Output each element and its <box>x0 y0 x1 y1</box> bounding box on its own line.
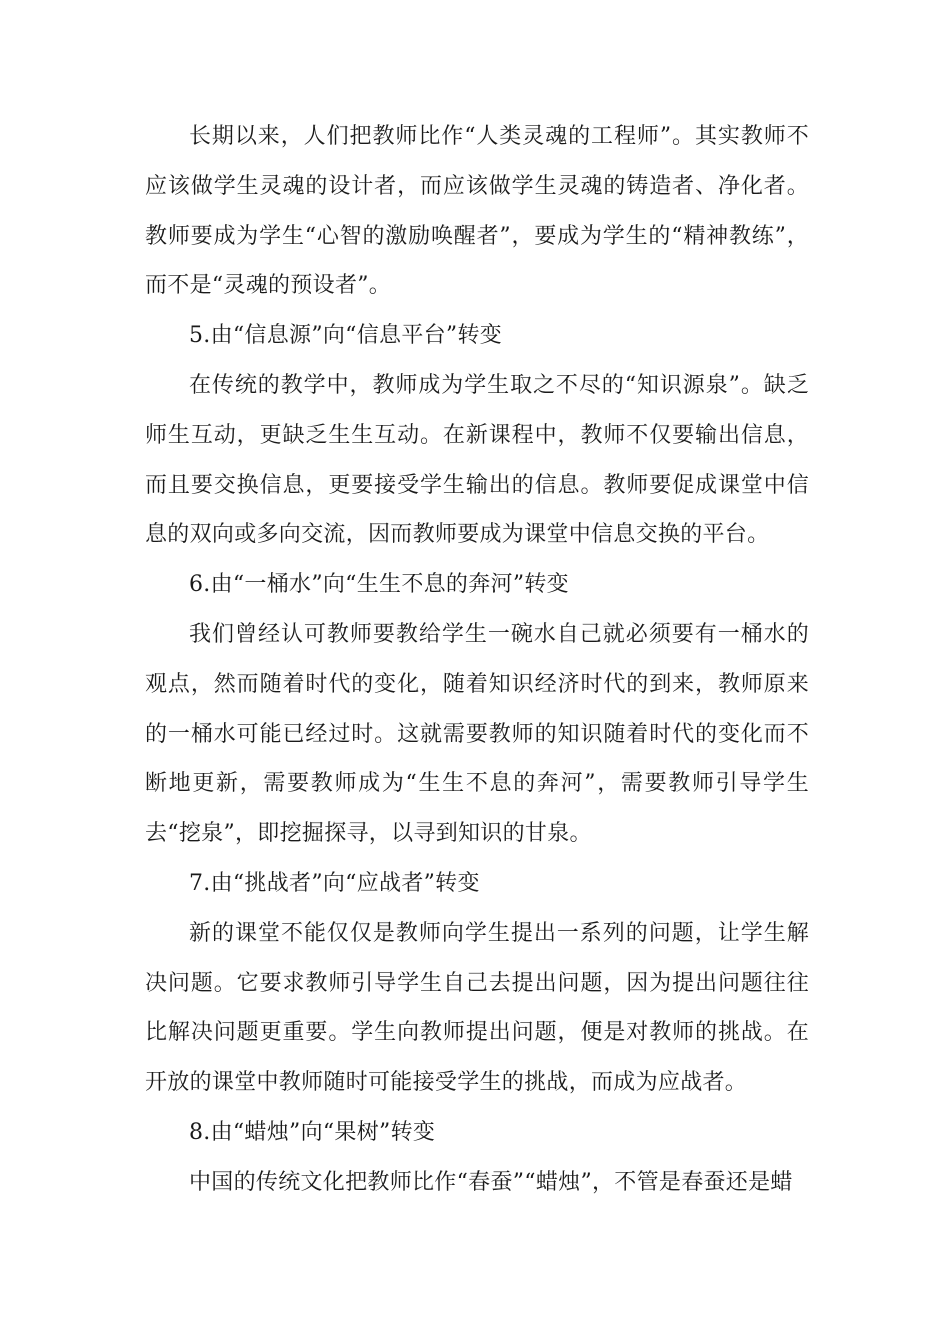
section-heading-6: 6.由“一桶水”向“生生不息的奔河”转变 <box>189 572 569 598</box>
paragraph-section-8: 中国的传统文化把教师比作“春蚕”“蜡烛”，不管是春蚕还是蜡 <box>189 1169 793 1195</box>
paragraph-section-6: 我们曾经认可教师要教给学生一碗水自己就必须要有一桶水的观点，然而随着时代的变化，随着知识经济时代的到来，教师原来的一桶水可能已经过时。这就需要教师的知识随着时代的变化而不断地更新，需要教师成为“生生不息的奔河”，需要教师引导学生去“挖泉”，即挖掘探寻，以寻到知识的甘泉。 <box>145 621 809 847</box>
document-body <box>145 112 809 1208</box>
paragraph-intro: 长期以来，人们把教师比作“人类灵魂的工程师”。其实教师不应该做学生灵魂的设计者，而应该做学生灵魂的铸造者、净化者。教师要成为学生“心智的激励唤醒者”，要成为学生的“精神教练”，而不是“灵魂的预设者”。 <box>145 124 809 299</box>
section-heading-8: 8.由“蜡烛”向“果树”转变 <box>189 1119 436 1145</box>
section-heading-7: 7.由“挑战者”向“应战者”转变 <box>189 870 480 896</box>
paragraph-section-7: 新的课堂不能仅仅是教师向学生提出一系列的问题，让学生解决问题。它要求教师引导学生自己去提出问题，因为提出问题往往比解决问题更重要。学生向教师提出问题，便是对教师的挑战。在开放的课堂中教师随时可能接受学生的挑战，而成为应战者。 <box>145 920 809 1096</box>
section-heading-5: 5.由“信息源”向“信息平台”转变 <box>189 323 503 349</box>
paragraph-section-5: 在传统的教学中，教师成为学生取之不尽的“知识源泉”。缺乏师生互动，更缺乏生生互动。在新课程中，教师不仅要输出信息，而且要交换信息，更要接受学生输出的信息。教师要促成课堂中信息的双向或多向交流，因而教师要成为课堂中信息交换的平台。 <box>145 372 809 548</box>
